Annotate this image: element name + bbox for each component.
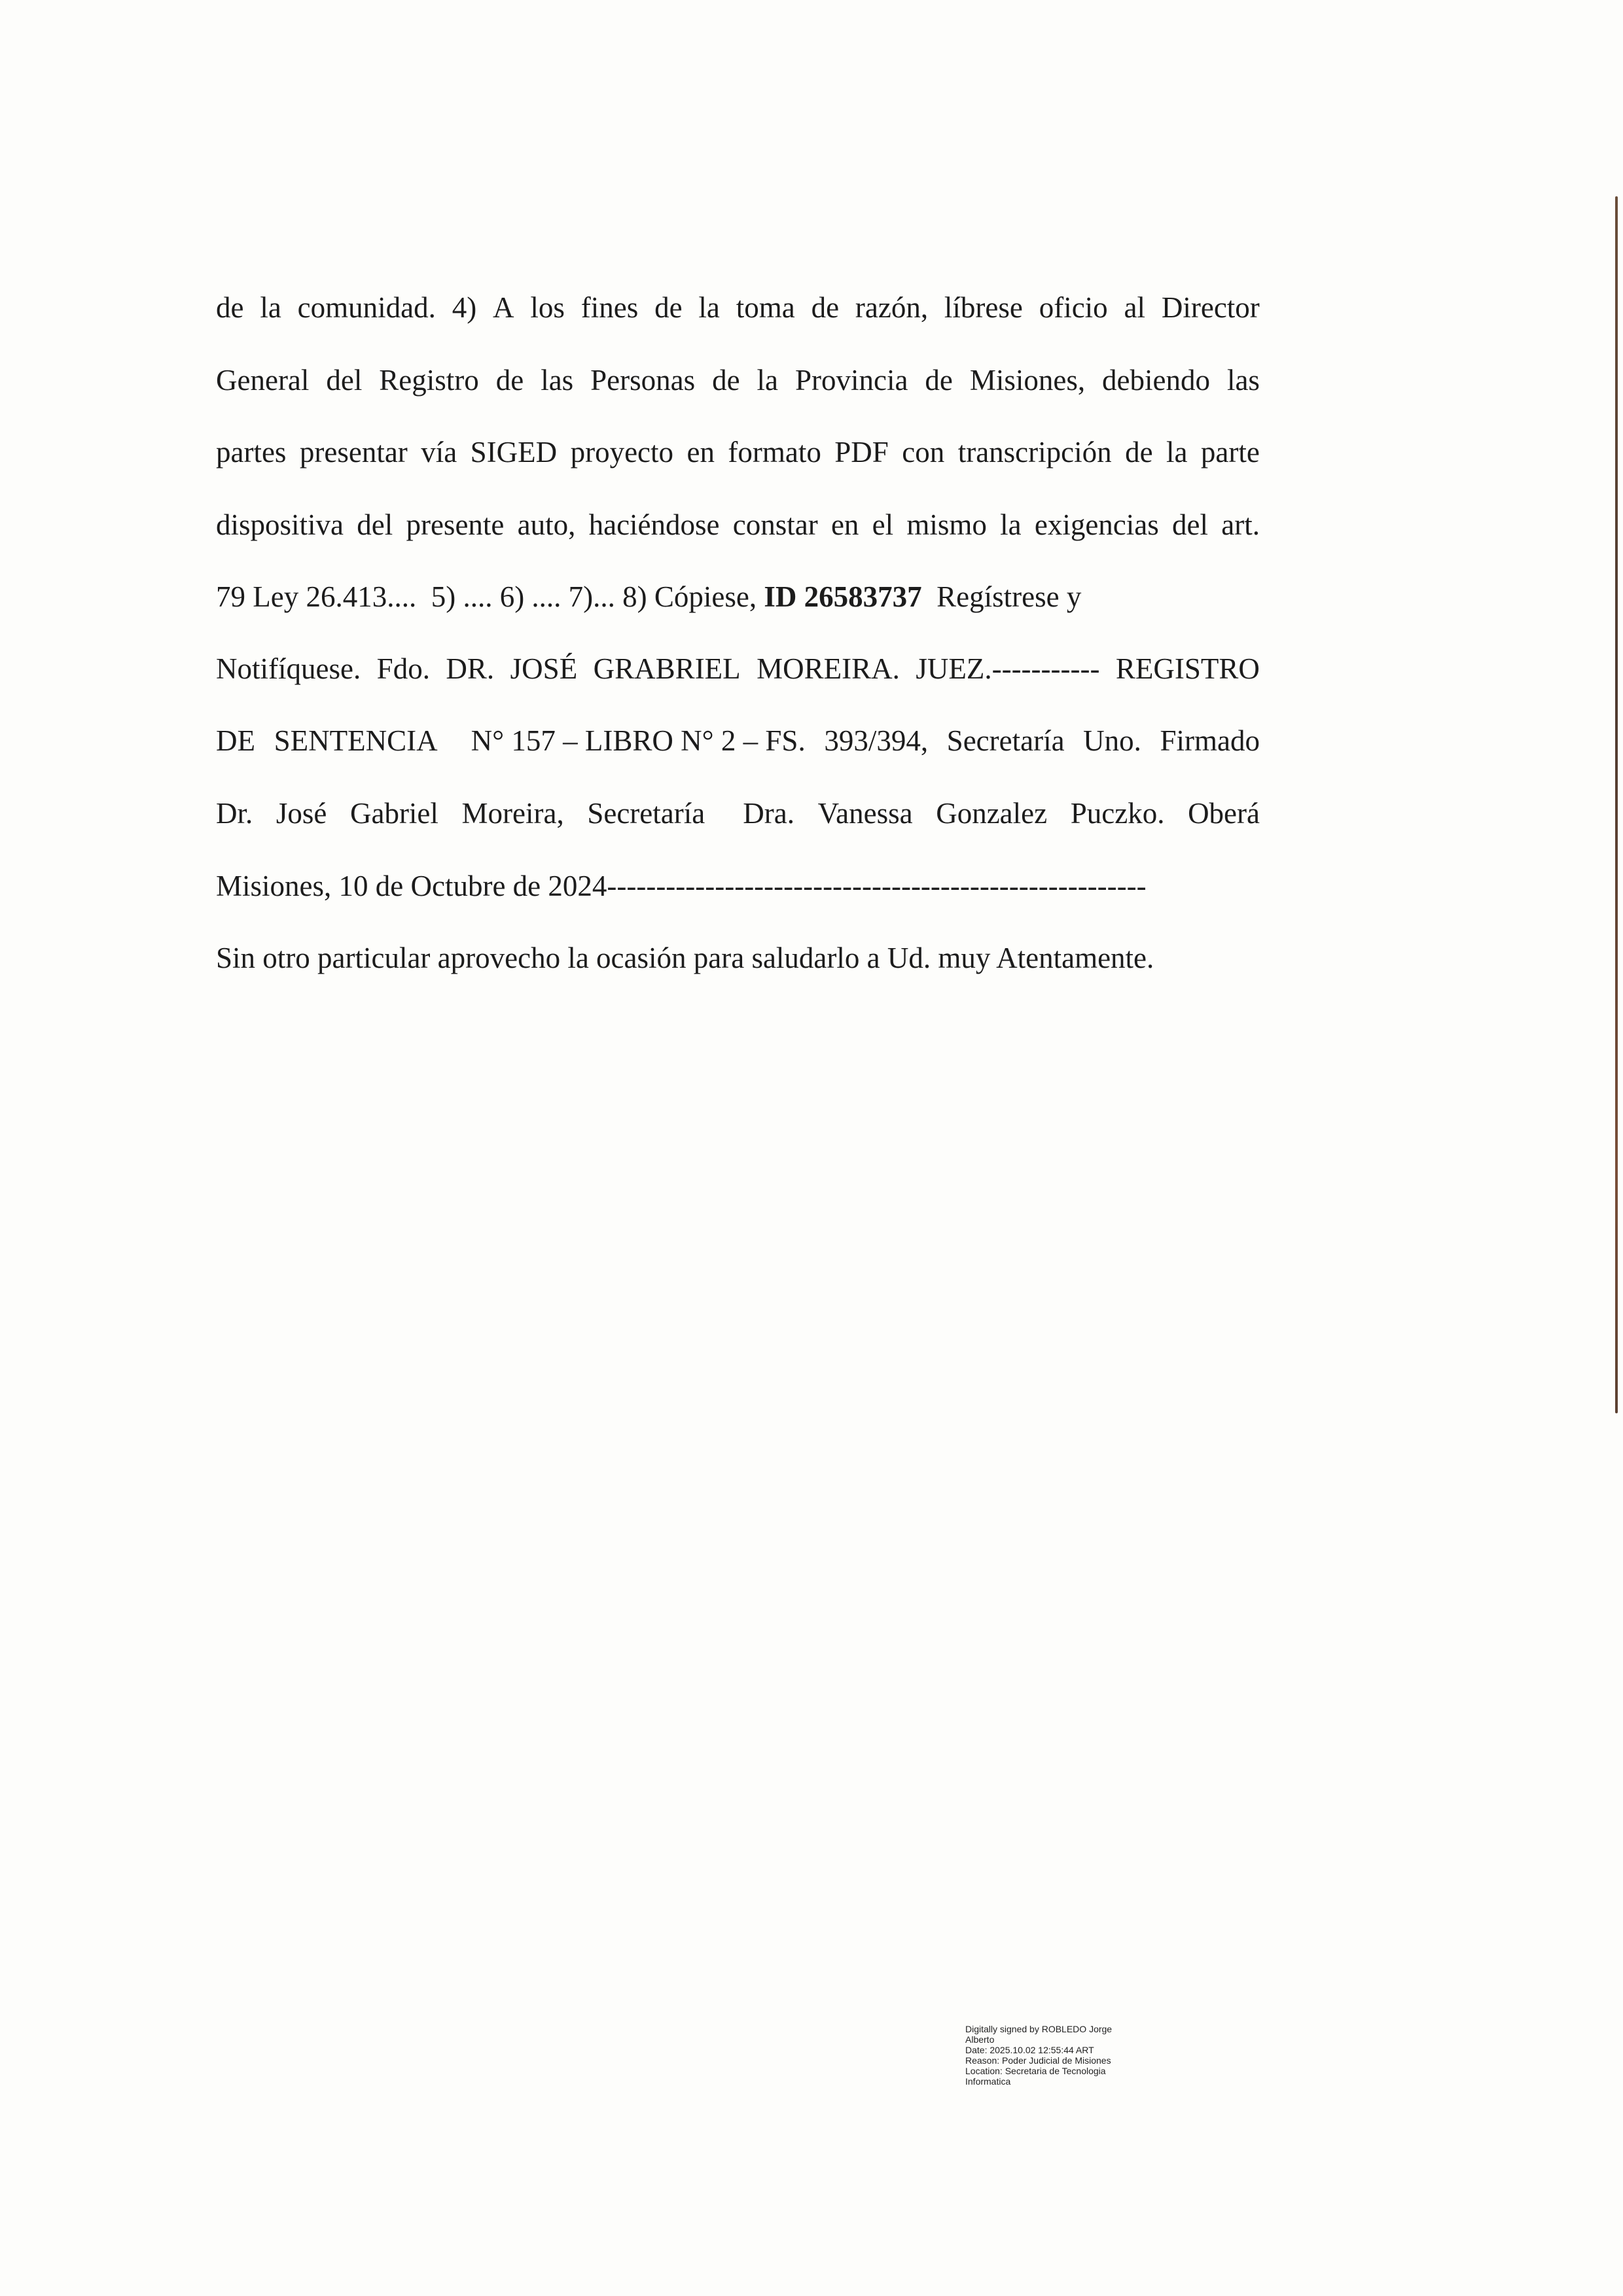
word: comunidad. [297,291,436,324]
word: General [216,364,310,397]
word: transcripción [957,436,1112,468]
word: Gabriel [349,797,438,830]
text-line-4 [216,505,1260,544]
word: de [495,364,524,397]
word: oficio [1039,291,1108,324]
word: la [1166,436,1188,468]
word: constar [732,508,818,541]
word: en [830,508,859,541]
word: SENTENCIA [274,724,438,757]
word: presentar [299,436,408,468]
word: la [1000,508,1022,541]
word: Moreira, [461,797,564,830]
word: 4) [452,291,477,324]
word: las [541,364,574,397]
word: proyecto [570,436,674,468]
word: los [530,291,565,324]
word: N° 157 – LIBRO N° 2 – FS. [456,724,806,757]
word: mismo [906,508,987,541]
word: PDF [834,436,889,468]
word: dispositiva [216,508,344,541]
word: toma [736,291,795,324]
word: Misiones, [969,364,1086,397]
word: en [687,436,715,468]
word: razón, [855,291,929,324]
document-id: ID 26583737 [764,580,922,613]
word: las [1226,364,1260,397]
text-line-7 [216,721,1260,760]
word: Secretaría [587,797,705,830]
word: Secretaría [946,724,1065,757]
signature-line-4: Reason: Poder Judicial de Misiones [965,2055,1111,2066]
word: al [1124,291,1146,324]
word: GRABRIEL [593,652,741,685]
word: Fdo. [376,652,430,685]
word: art. [1221,508,1260,541]
text-line-5 [216,577,1260,616]
word: A [493,291,514,324]
word: fines [580,291,639,324]
text-line-1 [216,288,1260,327]
word: haciéndose [588,508,720,541]
word: con [902,436,945,468]
word: de [712,364,740,397]
word: del [357,508,393,541]
word: MOREIRA. [757,652,900,685]
word: de [925,364,953,397]
word: Personas [590,364,696,397]
word: parte [1200,436,1260,468]
word: Gonzalez [936,797,1048,830]
word: exigencias [1034,508,1159,541]
text-line-2 [216,361,1260,400]
word: Firmado [1160,724,1260,757]
text-line-6 [216,649,1260,688]
word: partes [216,436,287,468]
word: de [811,291,840,324]
word: Uno. [1083,724,1141,757]
word: debiendo [1102,364,1210,397]
word: la [260,291,281,324]
text-line-3 [216,433,1260,472]
word: Oberá [1188,797,1260,830]
word: Registro [379,364,479,397]
word: JOSÉ [510,652,578,685]
word: JUEZ.----------- [916,652,1100,685]
word: del [1172,508,1208,541]
signature-line-5: Location: Secretaria de Tecnologia [965,2066,1106,2076]
word: Puczko. [1070,797,1165,830]
word: Provincia [794,364,908,397]
word: Dra. [728,797,795,830]
word: REGISTRO [1115,652,1260,685]
word: presente [406,508,505,541]
word: Vanessa [817,797,913,830]
text-line-8 [216,794,1260,833]
word: la [757,364,778,397]
word: del [326,364,363,397]
word: formato [728,436,821,468]
word: SIGED [470,436,558,468]
word: líbrese [944,291,1023,324]
word: DR. [446,652,495,685]
word: DE [216,724,255,757]
word: el [872,508,894,541]
closing-line: Sin otro particular aprovecho la ocasión para saludarlo a Ud. muy Atentamente. [216,942,1154,974]
signature-line-2: Alberto [965,2034,995,2045]
digital-signature-stamp [965,2024,1162,2087]
text-line-5-after: Regístrese y [921,580,1082,613]
word: de [216,291,244,324]
signature-line-6: Informatica [965,2076,1011,2087]
signature-line-3: Date: 2025.10.02 12:55:44 ART [965,2045,1094,2055]
word: 393/394, [824,724,929,757]
word: la [698,291,720,324]
word: de [654,291,683,324]
text-line-5-before: 79 Ley 26.413.... 5) .... 6) .... 7)... 8) Cópiese, [216,580,764,613]
word: auto, [517,508,576,541]
word: José [276,797,327,830]
word: vía [421,436,457,468]
word: Director [1161,291,1260,324]
text-line-9: Misiones, 10 de Octubre de 2024------------------------------------------------------- [216,870,1147,902]
word: Dr. [216,797,253,830]
signature-line-1: Digitally signed by ROBLEDO Jorge [965,2024,1113,2034]
word: de [1125,436,1153,468]
word: Notifíquese. [216,652,361,685]
scan-edge-line [1615,196,1618,1413]
